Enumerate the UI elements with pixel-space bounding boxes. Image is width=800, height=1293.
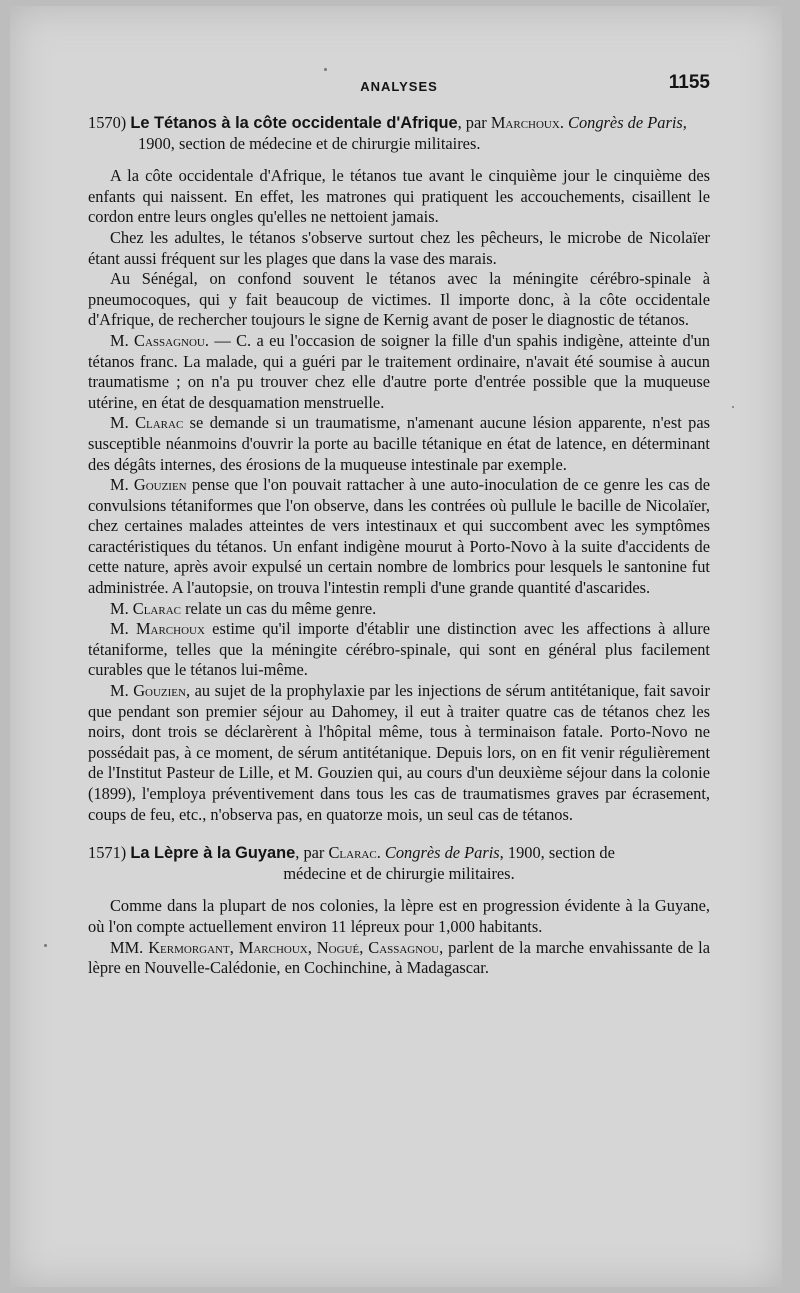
discussion-cassagnou <box>88 331 710 413</box>
speaker-prefix: M. <box>110 681 129 701</box>
paragraph: A la côte occidentale d'Afrique, le tétanos tue avant le cinquième jour le cinquième des enfants qui naissent. En effet, les matrones qui pratiquent les accouchements, cisaillent le cordon entre leurs ongles qu'elles ne nettoient jamais. <box>88 166 710 227</box>
article-number: 1571) <box>88 843 127 863</box>
speaker-prefix: M. <box>110 475 129 495</box>
discussion-text: se demande si un traumatisme, n'amenant aucune lésion apparente, n'est pas susceptible néanmoins d'ouvrir la porte au bacille tétanique en état de latence, en déterminant des dégâts internes, des érosions de la muqueuse intestinale par exemple. <box>88 413 710 474</box>
article-source: , 1900, section de médecine et de chirurgie militaires. <box>138 113 687 153</box>
discussion-text: relate un cas du même genre. <box>181 598 377 618</box>
article-congress: Congrès de Paris <box>568 113 683 132</box>
speaker-prefix: M. <box>110 598 129 618</box>
article-number: 1570) <box>88 113 127 132</box>
scan-speckle <box>44 944 47 947</box>
discussion-gouzien <box>88 475 710 599</box>
paragraph: Chez les adultes, le tétanos s'observe surtout chez les pêcheurs, le microbe de Nicolaïer étant aussi fréquent sur les plages que dans la vase des marais. <box>88 227 710 268</box>
article-period: . <box>376 843 381 863</box>
article-author: Marchoux <box>490 113 560 132</box>
discussion-text: pense que l'on pouvait rattacher à une auto-inoculation de ce genre les cas de convulsions tétaniformes que l'on observe, dans les contrées où pullule le bacille de Nicolaïer, chez certaines malades atteintes de vers intestinaux et qui succombent avec les symptômes caractéristiques du tétanos. Un enfant indigène mourut à Porto-Novo à la suite d'accidents de cette nature, après avoir expulsé un certain nombre de lombrics pour lesquels le santonine fut administrée. A l'autopsie, on trouva l'intestin rempli d'une grande quantité d'ascarides. <box>88 475 710 598</box>
discussion-marchoux <box>88 619 710 681</box>
discussion-text: estime qu'il importe d'établir une distinction avec les affections à allure tétaniforme, telles que la méningite cérébro-spinale, qui sont en général plus facilement curables que le tétanos lui-même. <box>88 619 710 680</box>
speaker-name: Cassagnou <box>134 330 205 350</box>
article-congress: Congrès de Paris <box>384 843 500 863</box>
article-period: . <box>559 113 564 132</box>
discussion-clarac-2 <box>88 599 710 620</box>
scan-speckle <box>732 406 734 408</box>
article-source-line2: médecine et de chirurgie militaires. <box>283 863 515 883</box>
closing-paragraph <box>88 938 710 979</box>
paragraph: Au Sénégal, on confond souvent le tétanos avec la méningite cérébro-spinale à pneumocoques, qui y fait beaucoup de victimes. Il importe donc, à la côte occidentale d'Afrique, de rechercher toujours le signe de Kernig avant de poser le diagnostic de tétanos. <box>88 269 710 330</box>
discussion-clarac <box>88 413 710 475</box>
page-header <box>88 72 710 100</box>
article-by: , par <box>295 843 325 863</box>
article-1571-heading <box>88 843 710 884</box>
article-by: , par <box>457 113 487 132</box>
article-source: , 1900, section de <box>499 843 615 863</box>
closing-text: , parlent de la marche envahissante de la lèpre en Nouvelle-Calédonie, en Cochinchine, à Madagascar. <box>88 937 710 978</box>
discussion-text: . — C. a eu l'occasion de soigner la fille d'un spahis indigène, atteinte d'un tétanos franc. La malade, qui a guéri par le traitement ordinaire, n'avait été soumise à aucun traumatisme ; on n'a pu trouver chez elle d'autre porte d'entrée possible que la muqueuse utérine, en état de desquamation menstruelle. <box>88 330 710 412</box>
speaker-name: Gouzien <box>133 681 186 701</box>
article-title: La Lèpre à la Guyane <box>130 844 296 863</box>
speaker-prefix: M. <box>110 619 129 639</box>
speaker-prefix: MM. <box>110 937 144 957</box>
speaker-prefix: M. <box>110 330 129 350</box>
speaker-name: Clarac <box>132 598 181 618</box>
paragraph: Comme dans la plupart de nos colonies, la lèpre est en progression évidente à la Guyane, où l'on compte actuellement environ 11 lépreux pour 1,000 habitants. <box>88 896 710 936</box>
page-number: 1155 <box>668 72 710 93</box>
speaker-names: Kermorgant, Marchoux, Nogué, Cassagnou <box>148 937 440 957</box>
speaker-prefix: M. <box>110 413 129 433</box>
discussion-text: , au sujet de la prophylaxie par les injections de sérum antitétanique, fait savoir que pendant son premier séjour au Dahomey, il eut à traiter quatre cas de tétanos chez les noirs, dont trois se déclarèrent à l'hôpital même, tous à terminaison fatale. Porto-Novo ne possédait pas, à ce moment, de sérum antitétanique. Depuis lors, on en fit venir régulièrement de l'Institut Pasteur de Lille, et M. Gouzien qui, au cours d'un deuxième séjour dans la colonie (1899), l'employa préventivement dans tous les cas de traumatismes graves par écrasement, coups de feu, etc., n'observa pas, en quatorze mois, un seul cas de tétanos. <box>88 681 710 824</box>
discussion-gouzien-2 <box>88 681 710 825</box>
speaker-name: Clarac <box>135 413 184 433</box>
running-title: ANALYSES <box>360 79 438 94</box>
spacer <box>88 825 710 843</box>
article-1570-heading <box>88 113 710 154</box>
speaker-name: Gouzien <box>133 475 187 495</box>
article-author: Clarac <box>328 843 377 863</box>
scan-speckle <box>324 68 327 71</box>
page-body <box>88 113 710 979</box>
article-title: Le Tétanos à la côte occidentale d'Afrique <box>130 114 458 132</box>
speaker-name: Marchoux <box>135 619 205 639</box>
